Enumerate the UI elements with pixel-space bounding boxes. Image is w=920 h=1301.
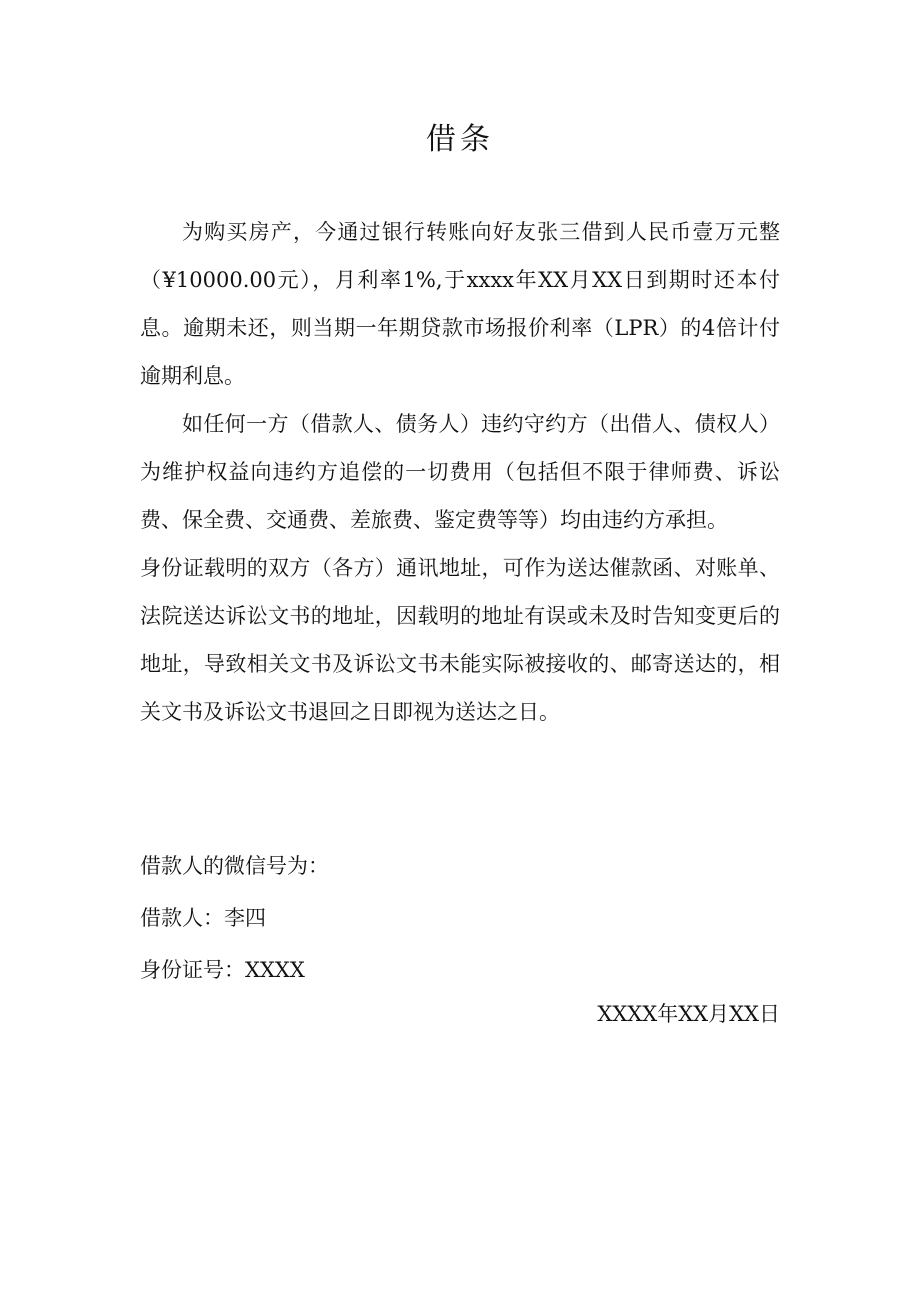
borrower-line: 借款人：李四: [140, 906, 266, 930]
signature-block: [140, 840, 780, 996]
document-date: XXXX年XX月XX日: [597, 1002, 780, 1026]
wechat-label: 借款人的微信号为：: [140, 854, 329, 878]
paragraph-service-address: 身份证载明的双方（各方）通讯地址，可作为送达催款函、对账单、法院送达诉讼文书的地址，因载明的地址有误或未及时告知变更后的地址，导致相关文书及诉讼文书未能实际被接收的、邮寄送达的，相关文书及诉讼文书退回之日即视为送达之日。: [140, 556, 780, 724]
id-number-line: 身份证号：XXXX: [140, 958, 305, 982]
paragraph-loan-terms: 为购买房产，今通过银行转账向好友张三借到人民币壹万元整（¥10000.00元），月利率1%,于xxxx年XX月XX日到期时还本付息。逾期未还，则当期一年期贷款市场报价利率（LPR）的4倍计付逾期利息。: [140, 220, 780, 388]
paragraph-breach-costs: 如任何一方（借款人、债务人）违约守约方（出借人、债权人）为维护权益向违约方追偿的一切费用（包括但不限于律师费、诉讼费、保全费、交通费、差旅费、鉴定费等等）均由违约方承担。: [140, 412, 780, 532]
document-title: 借条: [426, 122, 494, 157]
document-body: [140, 208, 780, 736]
